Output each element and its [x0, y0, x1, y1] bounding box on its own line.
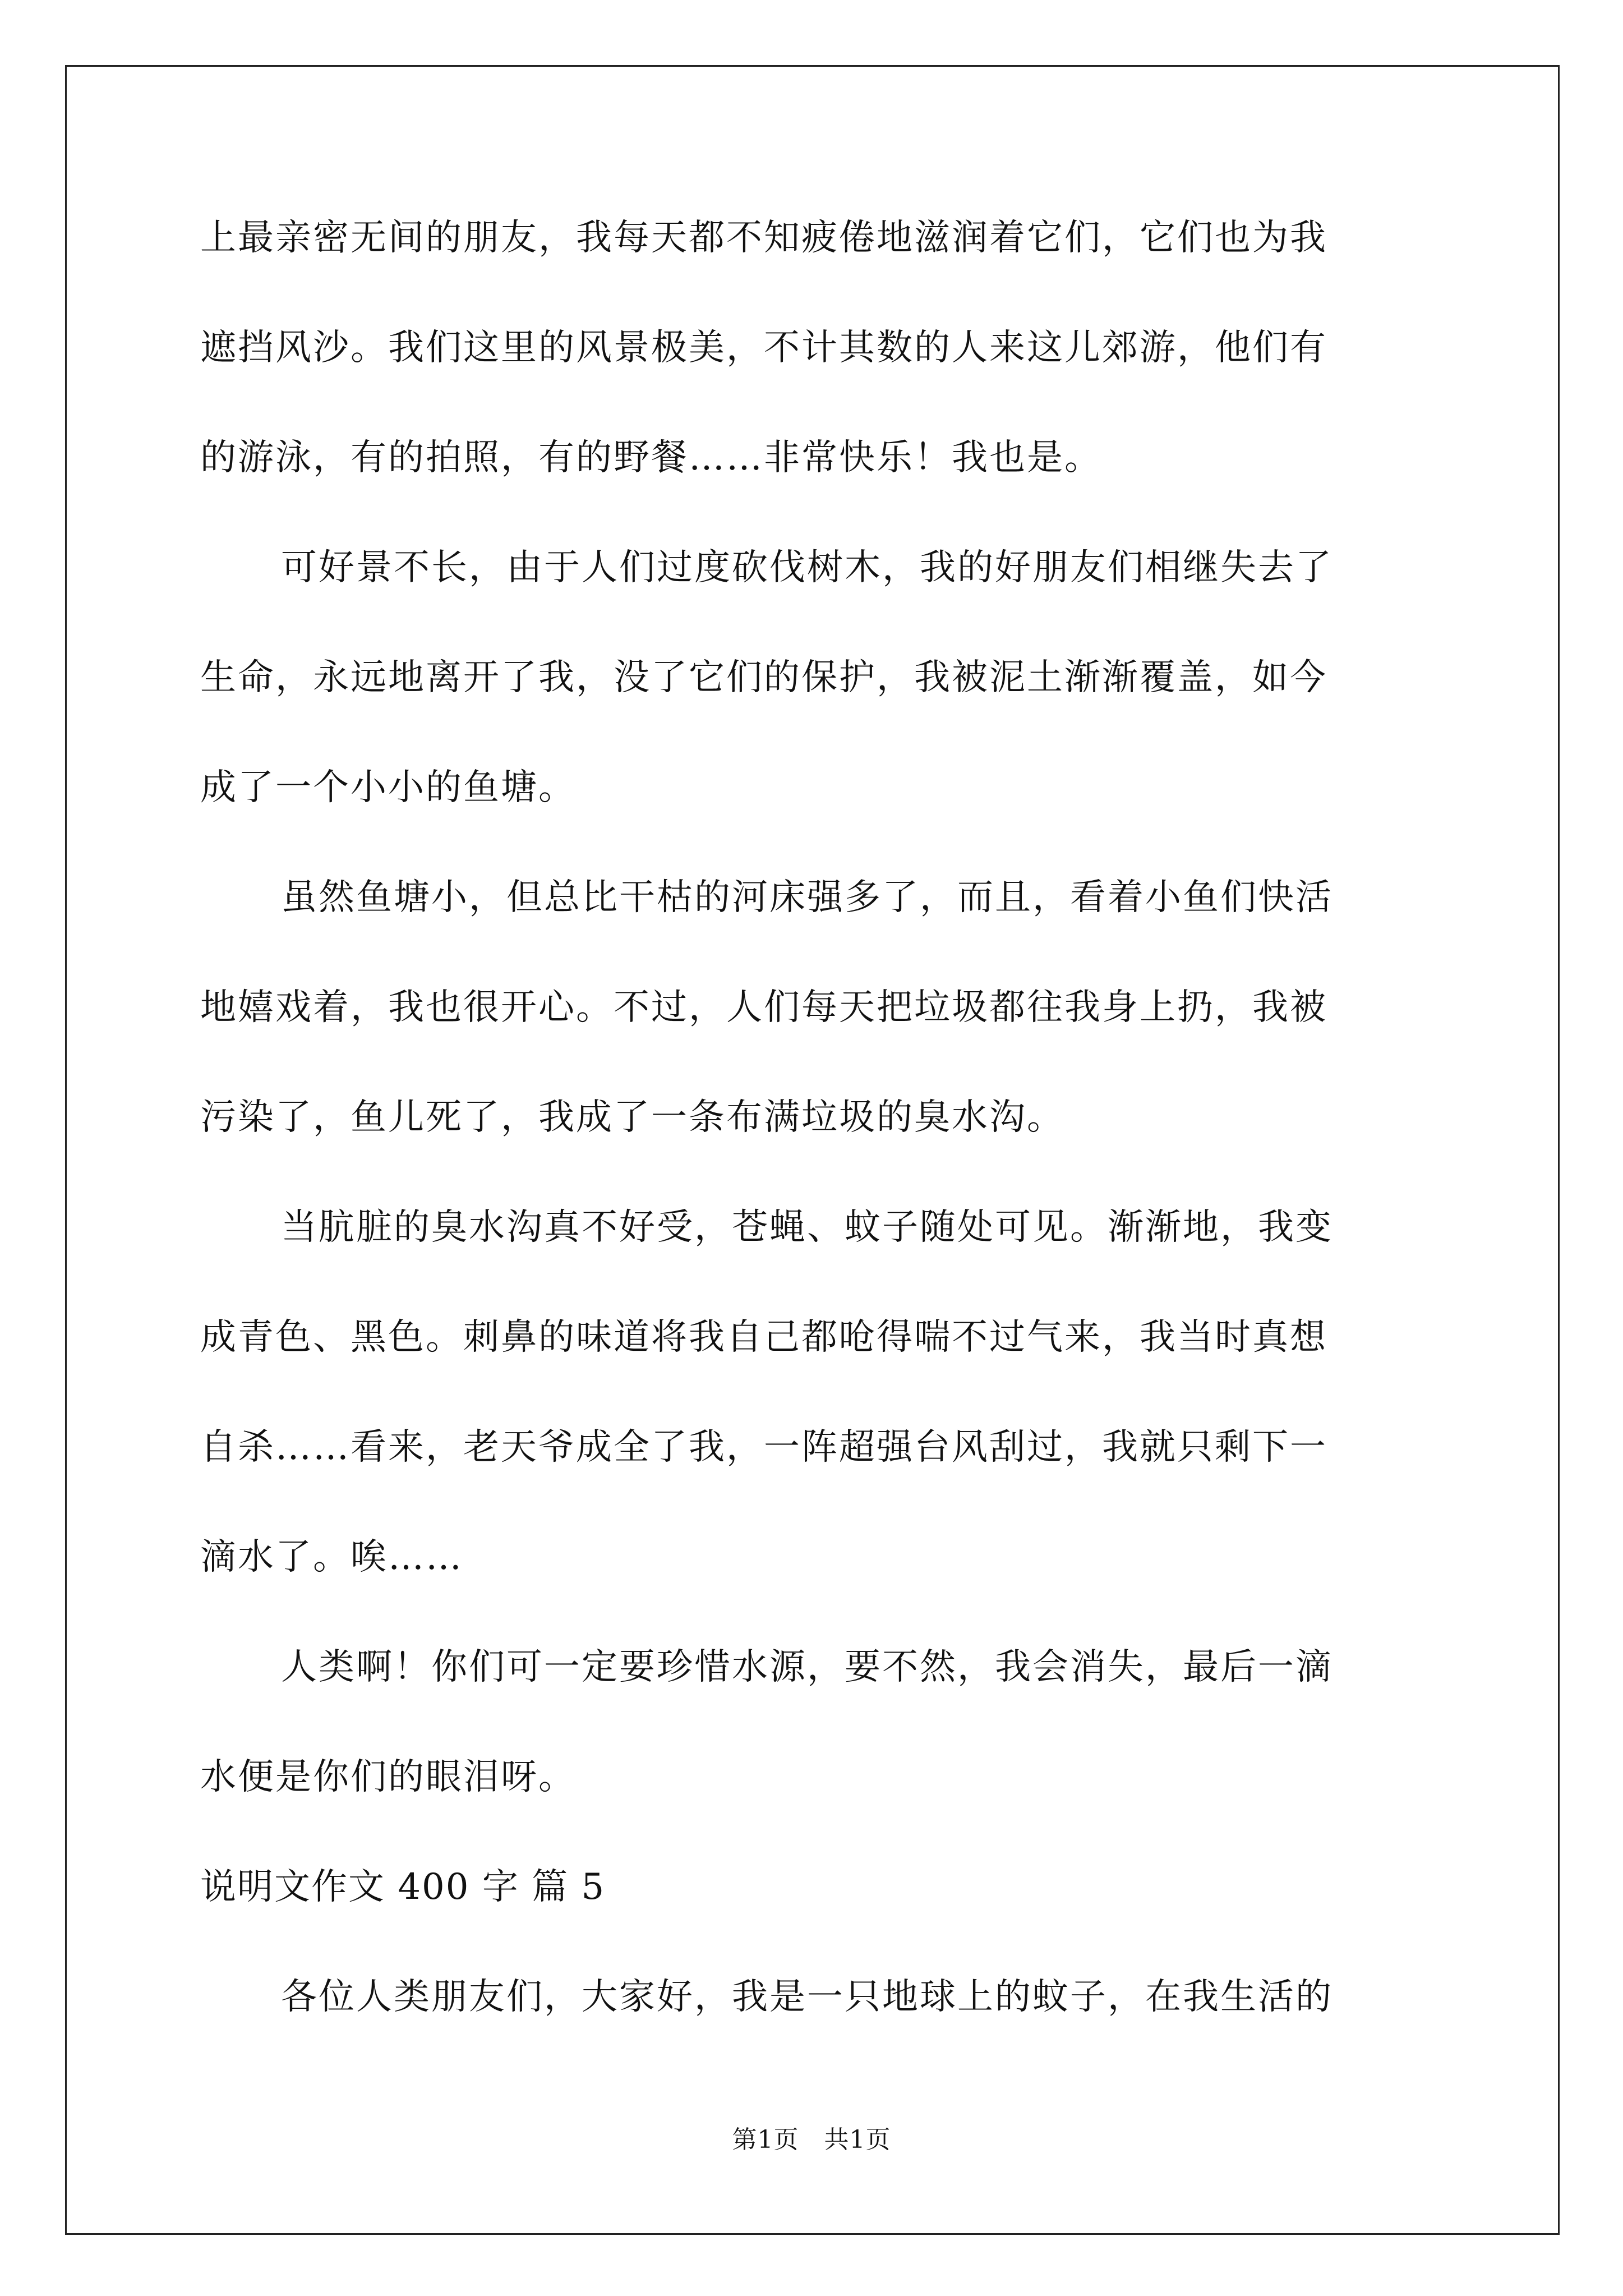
text-line: 成了一个小小的鱼塘。 [200, 767, 576, 808]
text-line: 地嬉戏着，我也很开心。不过，人们每天把垃圾都往我身上扔，我被 [200, 987, 1327, 1028]
text-line: 水便是你们的眼泪呀。 [200, 1756, 576, 1798]
text-line: 的游泳，有的拍照，有的野餐……非常快乐！我也是。 [200, 437, 1102, 478]
paragraph-start-line: 人类啊！你们可一定要珍惜水源，要不然，我会消失，最后一滴 [281, 1646, 1333, 1688]
text-line: 滴水了。唉…… [200, 1536, 463, 1578]
paragraph-start-line: 虽然鱼塘小，但总比干枯的河床强多了，而且，看着小鱼们快活 [281, 877, 1333, 918]
text-line: 成青色、黑色。刺鼻的味道将我自己都呛得喘不过气来，我当时真想 [200, 1317, 1327, 1358]
paragraph-start-line: 各位人类朋友们，大家好，我是一只地球上的蚊子，在我生活的 [281, 1976, 1333, 2018]
text-line: 自杀……看来，老天爷成全了我，一阵超强台风刮过，我就只剩下一 [200, 1427, 1327, 1468]
document-body [200, 218, 1434, 2087]
section-heading: 说明文作文 400 字 篇 5 [200, 1866, 606, 1908]
text-line: 生命，永远地离开了我，没了它们的保护，我被泥土渐渐覆盖，如今 [200, 657, 1327, 698]
text-line: 遮挡风沙。我们这里的风景极美，不计其数的人来这儿郊游，他们有 [200, 327, 1327, 369]
paragraph-start-line: 可好景不长，由于人们过度砍伐树木，我的好朋友们相继失去了 [281, 547, 1333, 588]
text-line: 上最亲密无间的朋友，我每天都不知疲倦地滋润着它们，它们也为我 [200, 217, 1327, 259]
text-line: 污染了，鱼儿死了，我成了一条布满垃圾的臭水沟。 [200, 1097, 1064, 1138]
paragraph-start-line: 当肮脏的臭水沟真不好受，苍蝇、蚊子随处可见。渐渐地，我变 [281, 1207, 1333, 1248]
page-footer: 第1页 共1页 [732, 2125, 891, 2154]
